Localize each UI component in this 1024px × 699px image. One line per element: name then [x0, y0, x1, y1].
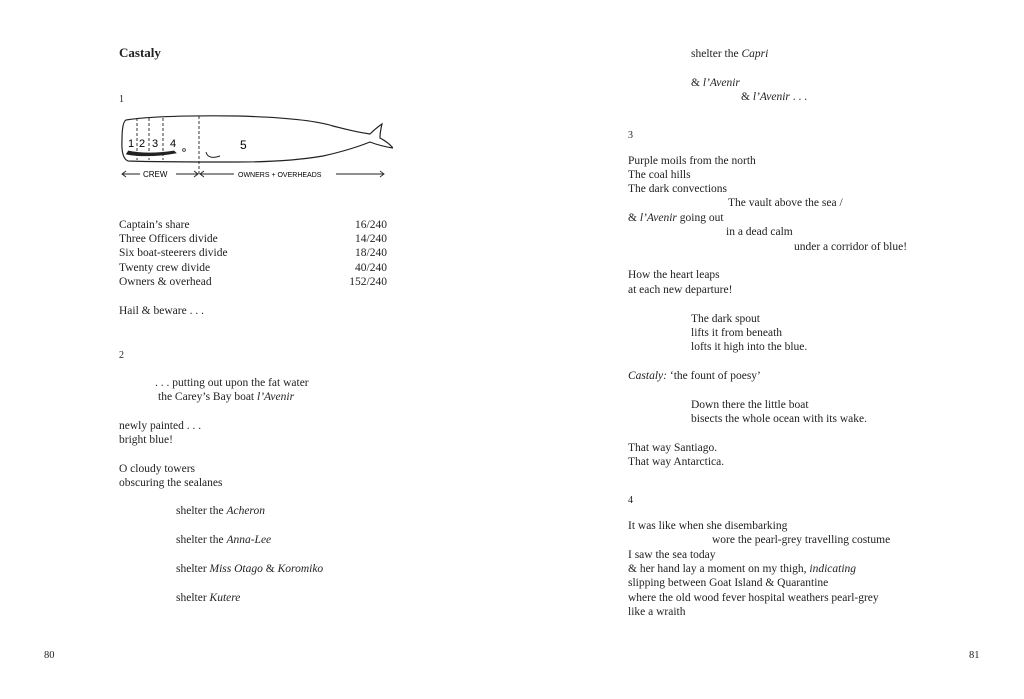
- section-number-3: 3: [628, 130, 633, 141]
- share-value: 16/240: [355, 219, 387, 231]
- poem-line: Purple moils from the north: [628, 155, 756, 167]
- poem-line: the Carey’s Bay boat l’Avenir: [158, 391, 295, 403]
- share-row: [119, 232, 387, 246]
- poem-line: shelter the Acheron: [176, 505, 265, 517]
- poem-line: lifts it from beneath: [691, 327, 783, 339]
- section-number-1: 1: [119, 94, 124, 105]
- share-value: 18/240: [355, 247, 387, 260]
- poem-line: bright blue!: [119, 434, 173, 446]
- share-label: Twenty crew divide: [119, 261, 211, 274]
- shares-table: [119, 218, 387, 289]
- poem-line: The dark convections: [628, 183, 727, 195]
- diagram-owners-label: OWNERS + OVERHEADS: [238, 172, 322, 179]
- diagram-label-4: 4: [170, 138, 177, 150]
- share-row: [119, 246, 387, 260]
- page-number-right: 81: [969, 650, 980, 661]
- poem-line: under a corridor of blue!: [794, 241, 908, 253]
- page-number-left: 80: [44, 650, 55, 661]
- poem-line: How the heart leaps: [628, 269, 720, 281]
- poem-line: obscuring the sealanes: [119, 477, 223, 489]
- poem-line: The vault above the sea /: [728, 197, 843, 209]
- share-value: 14/240: [355, 233, 387, 246]
- poem-line: slipping between Goat Island & Quarantine: [628, 577, 829, 589]
- poem-line: wore the pearl-grey travelling costume: [712, 534, 891, 546]
- poem-line: shelter Miss Otago & Koromiko: [176, 563, 324, 575]
- poem-line: in a dead calm: [726, 226, 793, 238]
- page-title: Castaly: [119, 45, 161, 60]
- whale-shares-diagram: [118, 112, 393, 184]
- poem-line: Castaly: ‘the fount of poesy’: [628, 370, 761, 382]
- share-value: 152/240: [349, 275, 387, 288]
- share-label: Owners & overhead: [119, 275, 212, 288]
- poem-line: That way Santiago.: [628, 442, 718, 454]
- poem-line: Down there the little boat: [691, 399, 809, 411]
- section-number-4: 4: [628, 495, 633, 506]
- poem-line: The dark spout: [691, 313, 760, 325]
- poem-line: like a wraith: [628, 606, 686, 618]
- share-row: [119, 261, 387, 275]
- poem-line: at each new departure!: [628, 284, 733, 296]
- poem-line: shelter Kutere: [176, 592, 241, 604]
- poem-line: & l’Avenir: [691, 77, 740, 89]
- poem-line: & l’Avenir going out: [628, 212, 724, 224]
- poem-line: where the old wood fever hospital weathers pearl-grey: [628, 592, 879, 604]
- poem-line: Hail & beware . . .: [119, 305, 204, 317]
- poem-line: . . . putting out upon the fat water: [155, 377, 309, 389]
- poem-line: & l’Avenir . . .: [741, 91, 808, 103]
- share-label: Captain’s share: [119, 219, 190, 231]
- poem-line: That way Antarctica.: [628, 456, 725, 468]
- diagram-label-1: 1: [128, 138, 135, 150]
- share-row: [119, 218, 387, 232]
- poem-line: shelter the Capri: [691, 48, 769, 60]
- share-row: [119, 275, 387, 289]
- poem-line: The coal hills: [628, 169, 691, 181]
- poem-line: O cloudy towers: [119, 463, 196, 475]
- share-label: Three Officers divide: [119, 233, 218, 246]
- poem-line: bisects the whole ocean with its wake.: [691, 413, 867, 425]
- section-number-2: 2: [119, 350, 124, 361]
- poem-line: shelter the Anna-Lee: [176, 534, 272, 546]
- diagram-crew-label: CREW: [143, 170, 168, 179]
- share-label: Six boat-steerers divide: [119, 247, 228, 260]
- share-value: 40/240: [355, 261, 387, 274]
- diagram-label-5: 5: [240, 138, 247, 152]
- poem-line: & her hand lay a moment on my thigh, indicating: [628, 563, 857, 575]
- diagram-label-2: 2: [139, 138, 146, 150]
- poem-line: I saw the sea today: [628, 549, 716, 561]
- poem-line: newly painted . . .: [119, 420, 202, 432]
- poem-line: It was like when she disembarking: [628, 520, 788, 532]
- poem-line: lofts it high into the blue.: [691, 341, 808, 353]
- diagram-label-3: 3: [152, 138, 159, 150]
